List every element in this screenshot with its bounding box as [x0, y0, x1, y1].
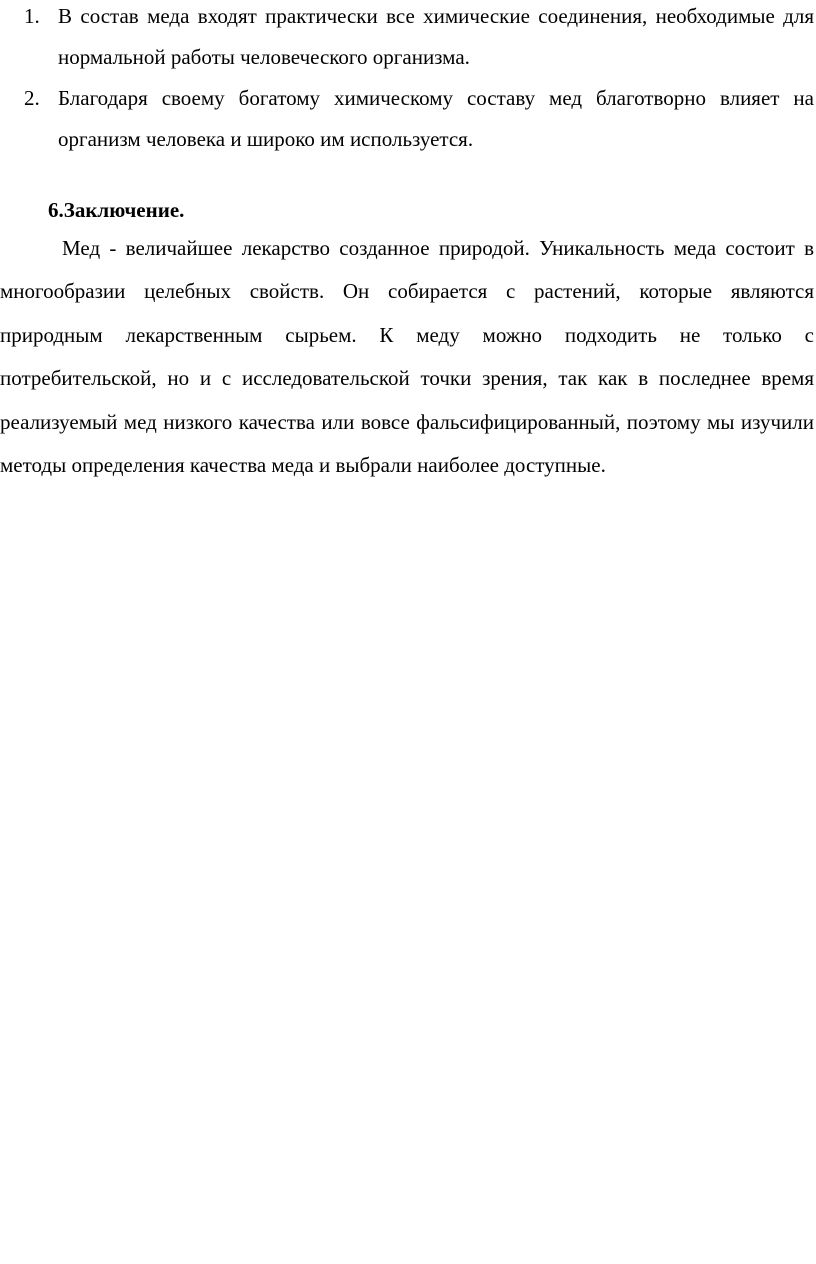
list-item [0, 78, 816, 160]
conclusions-list [0, 0, 816, 160]
list-item-number: 2. [24, 86, 40, 110]
list-item-text: Благодаря своему богатому химическому составу мед благотворно влияет на организм человека и широко им используется. [58, 86, 814, 151]
list-item-number: 1. [24, 4, 40, 28]
list-item [0, 0, 816, 78]
list-item-text: В состав меда входят практически все химические соединения, необходимые для нормальной работы человеческого организма. [58, 4, 814, 69]
section-heading: 6.Заключение. [48, 198, 185, 222]
conclusion-paragraph: Мед - величайшее лекарство созданное природой. Уникальность меда состоит в многообразии целебных свойств. Он собирается с растений, которые являются природным лекарственным сырьем. К меду можно подходить не только с потребительской, но и с исследовательской точки зрения, так как в последнее время реализуемый мед низкого качества или вовсе фальсифицированный, поэтому мы изучили методы определения качества меда и выбрали наиболее доступные. [0, 236, 814, 478]
